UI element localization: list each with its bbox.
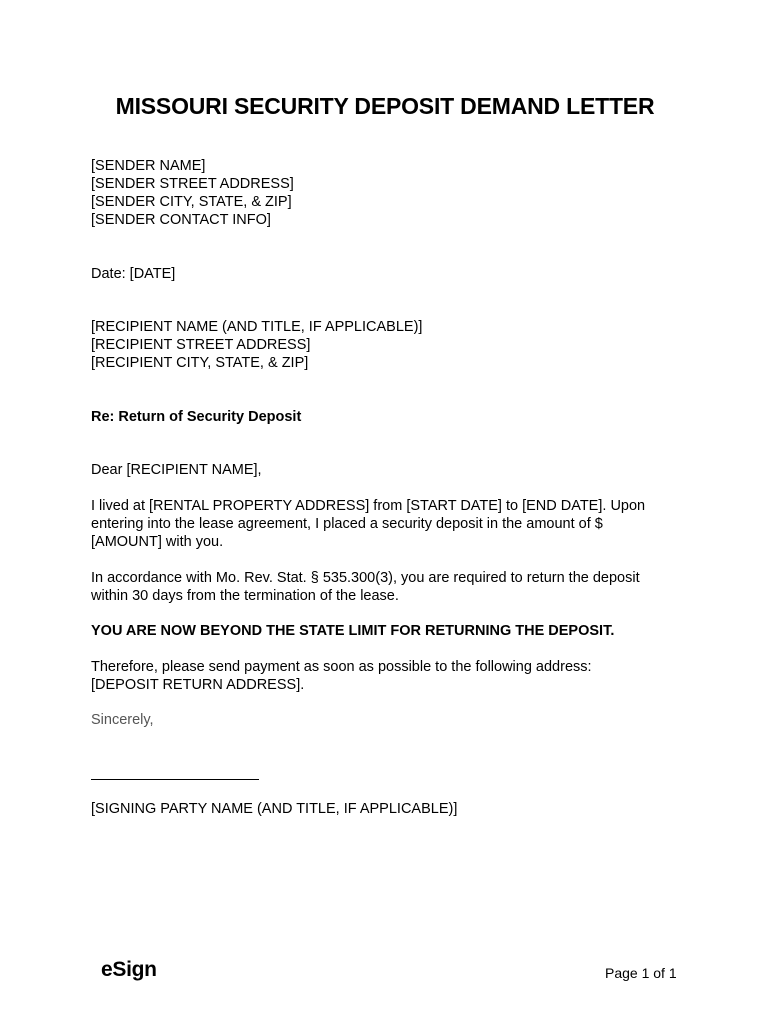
sender-name: [SENDER NAME] (91, 158, 206, 174)
notice-line: YOU ARE NOW BEYOND THE STATE LIMIT FOR RETURNING THE DEPOSIT. (91, 623, 615, 639)
subject-line: Re: Return of Security Deposit (91, 409, 302, 425)
signer-name: [SIGNING PARTY NAME (AND TITLE, IF APPLICABLE)] (91, 801, 458, 817)
sender-city-state-zip: [SENDER CITY, STATE, & ZIP] (91, 194, 292, 210)
signature-line (91, 779, 259, 780)
paragraph-3-line-1: Therefore, please send payment as soon as possible to the following address: (91, 659, 592, 675)
salutation: Dear [RECIPIENT NAME], (91, 462, 262, 478)
letter-date: Date: [DATE] (91, 266, 176, 282)
sender-contact: [SENDER CONTACT INFO] (91, 212, 271, 228)
paragraph-3-line-2: [DEPOSIT RETURN ADDRESS]. (91, 677, 305, 693)
page-number: Page 1 of 1 (605, 965, 677, 981)
paragraph-1-line-1: I lived at [RENTAL PROPERTY ADDRESS] from [START DATE] to [END DATE]. Upon (91, 498, 646, 514)
paragraph-1-line-2: entering into the lease agreement, I placed a security deposit in the amount of $ (91, 516, 603, 532)
recipient-city-state-zip: [RECIPIENT CITY, STATE, & ZIP] (91, 355, 309, 371)
paragraph-2-line-2: within 30 days from the termination of the lease. (91, 588, 399, 604)
recipient-name: [RECIPIENT NAME (AND TITLE, IF APPLICABLE)] (91, 319, 423, 335)
closing: Sincerely, (91, 712, 154, 728)
recipient-street: [RECIPIENT STREET ADDRESS] (91, 337, 311, 353)
sender-street: [SENDER STREET ADDRESS] (91, 176, 294, 192)
paragraph-2-line-1: In accordance with Mo. Rev. Stat. § 535.300(3), you are required to return the deposit (91, 570, 640, 586)
document-title: MISSOURI SECURITY DEPOSIT DEMAND LETTER (115, 93, 655, 119)
esign-logo: eSign (101, 958, 157, 981)
paragraph-1-line-3: [AMOUNT] with you. (91, 534, 224, 550)
